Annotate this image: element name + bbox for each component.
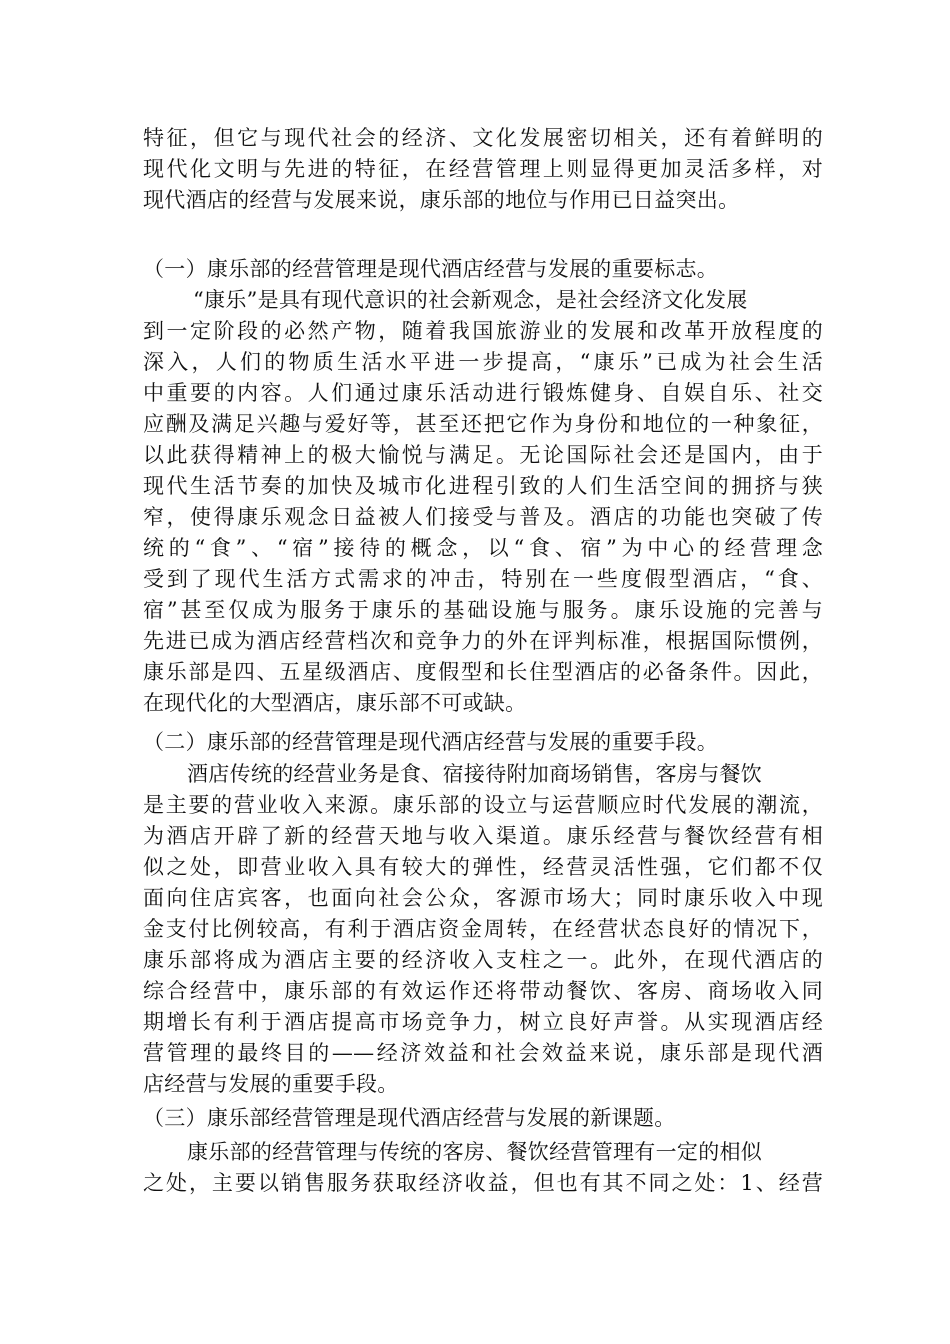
text-line: 在现代化的大型酒店，康乐部不可或缺。 — [143, 691, 527, 715]
section-heading-1 — [143, 254, 823, 285]
section-heading-2 — [143, 727, 823, 758]
text-line: 面向住店宾客，也面向社会公众，客源市场大；同时康乐收入中现 — [143, 886, 823, 910]
text-line: 到一定阶段的必然产物，随着我国旅游业的发展和改革开放程度的 — [143, 319, 823, 343]
text-line: 期增长有利于酒店提高市场竞争力，树立良好声誉。从实现酒店经 — [143, 1010, 823, 1034]
text-line: 中重要的内容。人们通过康乐活动进行锻炼健身、自娱自乐、社交 — [143, 381, 823, 405]
text-line: 先进已成为酒店经营档次和竞争力的外在评判标准，根据国际惯例， — [143, 629, 823, 653]
heading-line: （二）康乐部的经营管理是现代酒店经营与发展的重要手段。 — [143, 730, 719, 754]
text-line: 是主要的营业收入来源。康乐部的设立与运营顺应时代发展的潮流， — [143, 793, 823, 817]
text-line: 受到了现代生活方式需求的冲击，特别在一些度假型酒店，“食、 — [143, 567, 823, 591]
paragraph-section-2 — [143, 759, 823, 1100]
text-line: 宿”甚至仅成为服务于康乐的基础设施与服务。康乐设施的完善与 — [143, 598, 823, 622]
heading-line: （一）康乐部的经营管理是现代酒店经营与发展的重要标志。 — [143, 257, 719, 281]
text-line: 深入，人们的物质生活水平进一步提高，“康乐”已成为社会生活 — [143, 350, 823, 374]
text-line: 应酬及满足兴趣与爱好等，甚至还把它作为身份和地位的一种象征， — [143, 412, 823, 436]
text-line: 统的“食”、“宿”接待的概念，以“食、宿”为中心的经营理念 — [143, 536, 823, 560]
text-line: 以此获得精神上的极大愉悦与满足。无论国际社会还是国内，由于 — [143, 443, 823, 467]
text-line: 营管理的最终目的——经济效益和社会效益来说，康乐部是现代酒 — [143, 1041, 823, 1065]
text-line: 特征，但它与现代社会的经济、文化发展密切相关，还有着鲜明的 — [143, 126, 823, 150]
text-line: 金支付比例较高，有利于酒店资金周转，在经营状态良好的情况下， — [143, 917, 823, 941]
heading-line: （三）康乐部经营管理是现代酒店经营与发展的新课题。 — [143, 1106, 676, 1130]
text-line: 综合经营中，康乐部的有效运作还将带动餐饮、客房、商场收入同 — [143, 979, 823, 1003]
text-line: 康乐部的经营管理与传统的客房、餐饮经营管理有一定的相似 — [187, 1140, 763, 1164]
text-line: 窄，使得康乐观念日益被人们接受与普及。酒店的功能也突破了传 — [143, 505, 823, 529]
text-line: 为酒店开辟了新的经营天地与收入渠道。康乐经营与餐饮经营有相 — [143, 824, 823, 848]
text-line: 店经营与发展的重要手段。 — [143, 1072, 399, 1096]
text-line: 似之处，即营业收入具有较大的弹性，经营灵活性强，它们都不仅 — [143, 855, 823, 879]
text-line: 现代酒店的经营与发展来说，康乐部的地位与作用已日益突出。 — [143, 188, 740, 212]
section-heading-3 — [143, 1103, 823, 1134]
paragraph-section-1 — [143, 285, 823, 719]
text-line: 现代化文明与先进的特征，在经营管理上则显得更加灵活多样，对 — [143, 157, 823, 181]
text-line: 之处，主要以销售服务获取经济收益，但也有其不同之处：1、经营 — [143, 1171, 823, 1195]
paragraph-intro-continuation — [143, 123, 823, 216]
paragraph-section-3 — [143, 1137, 823, 1199]
text-line: 康乐部将成为酒店主要的经济收入支柱之一。此外，在现代酒店的 — [143, 948, 823, 972]
text-line: 现代生活节奏的加快及城市化进程引致的人们生活空间的拥挤与狭 — [143, 474, 823, 498]
text-line: 康乐部是四、五星级酒店、度假型和长住型酒店的必备条件。因此， — [143, 660, 823, 684]
text-line: 酒店传统的经营业务是食、宿接待附加商场销售，客房与餐饮 — [187, 762, 763, 786]
text-line: “康乐”是具有现代意识的社会新观念，是社会经济文化发展 — [193, 288, 748, 312]
